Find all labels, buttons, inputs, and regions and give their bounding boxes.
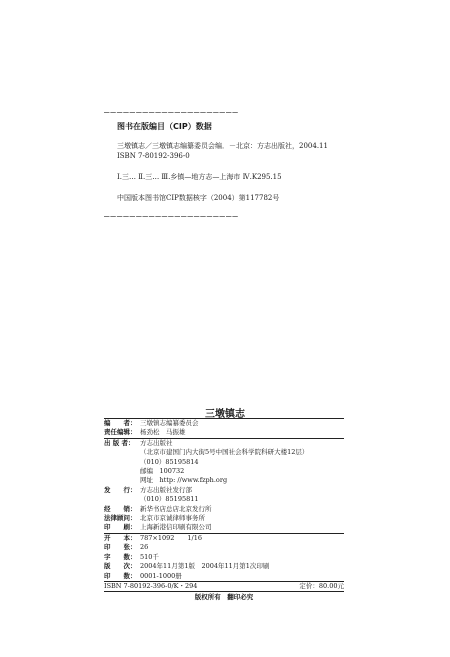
printer-label: 印 刷： <box>104 523 137 532</box>
cip-title: 图书在版编目（CIP）数据 <box>117 122 212 131</box>
publisher-website: 网址 http: //www.fzph.org <box>140 476 228 485</box>
distribution-row <box>104 486 344 495</box>
price: 定价：80.00元 <box>299 581 344 590</box>
seller-value: 新华书店总店北京发行所 <box>140 504 212 513</box>
copies-value: 0001-1000册 <box>140 571 182 580</box>
copyright-info-table <box>104 418 344 602</box>
editor-value: 三墩镇志编纂委员会 <box>140 419 199 427</box>
editor-label: 编 者： <box>104 419 137 427</box>
word-count-label: 字 数： <box>104 552 137 561</box>
distribution-label: 发 行： <box>104 485 137 494</box>
sheets-value: 26 <box>140 543 149 552</box>
publisher-web-row <box>104 476 344 485</box>
publisher-address: （北京市建国门内大街5号中国社会科学院科研大楼12层） <box>140 448 309 457</box>
cip-line-isbn: ISBN 7-80192-396-0 <box>117 152 190 160</box>
format-label: 开 本： <box>104 533 137 542</box>
isbn-price-row <box>104 582 344 592</box>
format-value: 787×1092 1/16 <box>140 533 202 542</box>
edition-row <box>104 562 344 571</box>
publisher-address-row <box>104 448 344 457</box>
editor-row <box>104 419 344 428</box>
cip-line-classification: Ⅰ.三… Ⅱ.三… Ⅲ.乡镇—地方志—上海市 Ⅳ.K295.15 <box>117 173 282 181</box>
resp-editor-value: 杨劲松 马振雄 <box>140 428 186 437</box>
cip-line-title: 三墩镇志／三墩镇志编纂委员会编．－北京：方志出版社，2004.11 <box>117 142 328 150</box>
legal-label: 法律顾问： <box>104 514 137 523</box>
seller-label: 经 销： <box>104 504 137 513</box>
copies-label: 印 数： <box>104 571 137 580</box>
seller-row <box>104 505 344 514</box>
publisher-row <box>104 439 344 448</box>
edition-value: 2004年11月第1版 2004年11月第1次印刷 <box>140 562 270 571</box>
cip-top-divider: ————————————————————— <box>104 108 239 118</box>
publisher-zip: 邮编 100732 <box>140 467 185 476</box>
sheets-row <box>104 543 344 552</box>
distribution-tel-row <box>104 495 344 504</box>
copies-row <box>104 572 344 582</box>
isbn-number: ISBN 7-80192-396-0/K・294 <box>104 581 198 590</box>
edition-label: 版 次： <box>104 562 137 571</box>
publisher-value: 方志出版社 <box>140 438 173 447</box>
publisher-tel: （010）85195814 <box>140 457 199 466</box>
distribution-tel: （010）85195811 <box>140 495 199 504</box>
publisher-label: 出 版 者： <box>104 438 135 447</box>
distribution-value: 方志出版社发行部 <box>140 485 192 494</box>
cip-bottom-divider: ————————————————————— <box>104 212 239 222</box>
resp-editor-label: 责任编辑： <box>104 428 137 437</box>
cip-line-number: 中国版本图书馆CIP数据核字（2004）第117782号 <box>117 194 280 202</box>
word-count-row <box>104 553 344 562</box>
word-count-value: 510千 <box>140 552 159 561</box>
printer-row <box>104 523 344 533</box>
copyright-notice: 版权所有 翻印必究 <box>194 593 254 602</box>
format-row <box>104 534 344 543</box>
resp-editor-row <box>104 428 344 438</box>
sheets-label: 印 张： <box>104 543 137 552</box>
legal-value: 北京市京诚律师事务所 <box>140 514 205 523</box>
printer-value: 上海新港信印刷有限公司 <box>140 523 212 532</box>
publisher-tel-row <box>104 458 344 467</box>
book-title: 三墩镇志 <box>205 409 245 420</box>
